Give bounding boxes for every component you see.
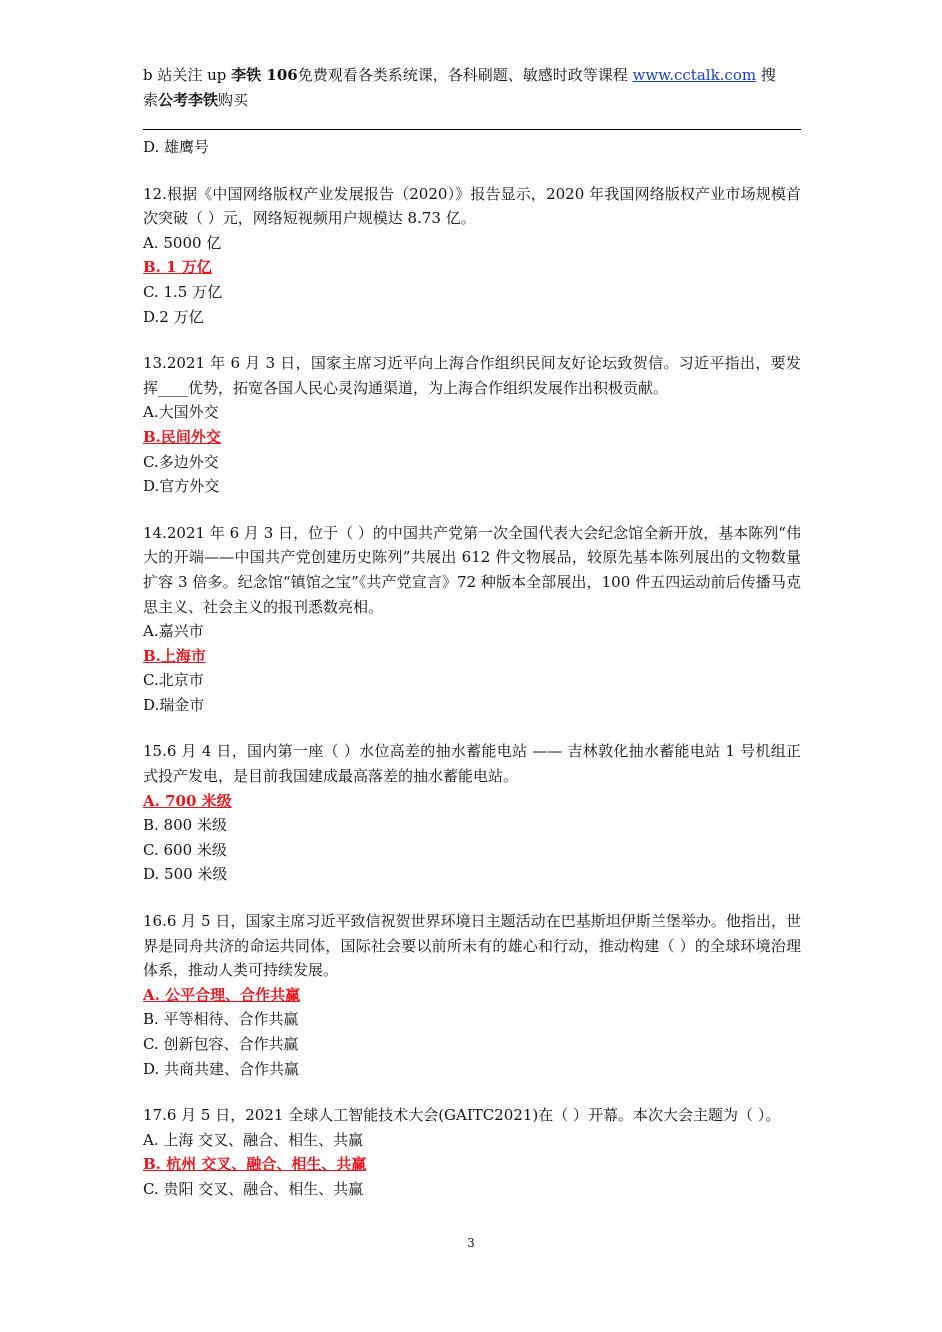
answer-option bbox=[143, 668, 801, 693]
option-text: C. 创新包容、合作共赢 bbox=[143, 1035, 299, 1053]
answer-option bbox=[143, 619, 801, 644]
option-text: C. 600 米级 bbox=[143, 840, 227, 859]
answer-option bbox=[143, 280, 801, 305]
correct-answer-text: B.民间外交 bbox=[143, 427, 221, 446]
answer-option bbox=[143, 983, 801, 1008]
option-text: D. 共商共建、合作共赢 bbox=[143, 1059, 300, 1078]
option-text: D.瑞金市 bbox=[143, 695, 205, 714]
answer-option bbox=[143, 474, 801, 499]
option-text: D. 500 米级 bbox=[143, 865, 228, 884]
page-header bbox=[143, 63, 801, 113]
correct-answer-text: B. 杭州 交叉、融合、相生、共赢 bbox=[143, 1155, 367, 1174]
question-block bbox=[143, 521, 801, 718]
page-number: 3 bbox=[467, 1236, 475, 1250]
answer-option bbox=[143, 789, 801, 814]
question-stem: 15.6 月 4 日，国内第一座（ ）水位高差的抽水蓄能电站 —— 吉林敦化抽水蓄能电站 1 号机组正式投产发电，是目前我国建成最高落差的抽水蓄能电站。 bbox=[143, 742, 801, 786]
answer-option bbox=[143, 862, 801, 887]
answer-option bbox=[143, 838, 801, 863]
answer-option bbox=[143, 644, 801, 669]
header-name2-bold: 公考李铁 bbox=[158, 91, 219, 109]
header-divider bbox=[143, 129, 801, 130]
option-text: B. 800 米级 bbox=[143, 816, 227, 835]
option-text: D.官方外交 bbox=[143, 477, 220, 496]
question-block bbox=[143, 351, 801, 499]
header-line-2 bbox=[143, 88, 801, 113]
answer-option bbox=[143, 1057, 801, 1082]
question-block bbox=[143, 1103, 801, 1201]
answer-option bbox=[143, 231, 801, 256]
correct-answer-text: B. 1 万亿 bbox=[143, 258, 212, 277]
option-text: B. 平等相待、合作共赢 bbox=[143, 1010, 299, 1029]
answer-option bbox=[143, 400, 801, 425]
header-prefix: b 站关注 up bbox=[143, 66, 232, 84]
question-stem: 16.6 月 5 日，国家主席习近平致信祝贺世界环境日主题活动在巴基斯坦伊斯兰堡举办。他指出，世界是同舟共济的命运共同体，国际社会要以前所未有的雄心和行动，推动构建（ ）的全球环境治理体系，推动人类可持续发展。 bbox=[143, 912, 801, 980]
answer-option bbox=[143, 305, 801, 330]
answer-option bbox=[143, 1177, 801, 1202]
answer-option bbox=[143, 1032, 801, 1057]
previous-question-option: D. 雄鹰号 bbox=[143, 138, 210, 156]
header-line-1 bbox=[143, 63, 801, 88]
option-text: C.多边外交 bbox=[143, 452, 219, 471]
answer-option bbox=[143, 450, 801, 475]
header-line2-prefix: 索 bbox=[143, 91, 159, 109]
header-name-bold: 李铁 106 bbox=[231, 66, 298, 84]
question-list bbox=[143, 182, 801, 1202]
correct-answer-text: A. 公平合理、合作共赢 bbox=[143, 985, 301, 1004]
correct-answer-text: A. 700 米级 bbox=[143, 791, 232, 810]
answer-option bbox=[143, 1128, 801, 1153]
answer-option bbox=[143, 255, 801, 280]
question-stem: 13.2021 年 6 月 3 日，国家主席习近平向上海合作组织民间友好论坛致贺信。习近平指出，要发挥____优势，拓宽各国人民心灵沟通渠道，为上海合作组织发展作出积极贡献。 bbox=[143, 354, 801, 397]
option-text: D.2 万亿 bbox=[143, 307, 204, 326]
header-line2-suffix: 购买 bbox=[218, 91, 249, 109]
correct-answer-text: B.上海市 bbox=[143, 646, 206, 665]
option-text: C.北京市 bbox=[143, 671, 204, 690]
answer-option bbox=[143, 425, 801, 450]
question-stem: 14.2021 年 6 月 3 日，位于（ ）的中国共产党第一次全国代表大会纪念馆全新开放，基本陈列“伟大的开端——中国共产党创建历史陈列”共展出 612 件文物展品，较原先基本陈列展出的文物数量扩容 3 倍多。纪念馆“镇馆之宝”《共产党宣言》72 种版本全部展出，100 件五四运动前后传播马克思主义、社会主义的报刊悉数亮相。 bbox=[143, 523, 801, 616]
option-text: C. 1.5 万亿 bbox=[143, 282, 223, 301]
question-block bbox=[143, 739, 801, 887]
option-text: A.大国外交 bbox=[143, 403, 219, 422]
question-stem: 17.6 月 5 日，2021 全球人工智能技术大会(GAITC2021)在（ ）开幕。本次大会主题为（ ）。 bbox=[143, 1106, 781, 1125]
answer-option bbox=[143, 1007, 801, 1032]
answer-option bbox=[143, 813, 801, 838]
answer-option bbox=[143, 693, 801, 718]
question-block bbox=[143, 909, 801, 1081]
question-stem: 12.根据《中国网络版权产业发展报告（2020）》报告显示，2020 年我国网络版权产业市场规模首次突破（ ）元，网络短视频用户规模达 8.73 亿。 bbox=[143, 184, 801, 228]
option-text: A. 5000 亿 bbox=[143, 233, 222, 252]
header-middle: 免费观看各类系统课，各科刷题、敏感时政等课程 bbox=[297, 66, 633, 84]
answer-option bbox=[143, 1152, 801, 1177]
page-content bbox=[143, 63, 801, 1202]
option-text: C. 贵阳 交叉、融合、相生、共赢 bbox=[143, 1179, 364, 1198]
header-search: 搜 bbox=[756, 66, 776, 84]
cctalk-link[interactable]: www.cctalk.com bbox=[632, 66, 757, 84]
question-block bbox=[143, 182, 801, 330]
option-text: A. 上海 交叉、融合、相生、共赢 bbox=[143, 1130, 364, 1149]
option-text: A.嘉兴市 bbox=[143, 622, 204, 641]
